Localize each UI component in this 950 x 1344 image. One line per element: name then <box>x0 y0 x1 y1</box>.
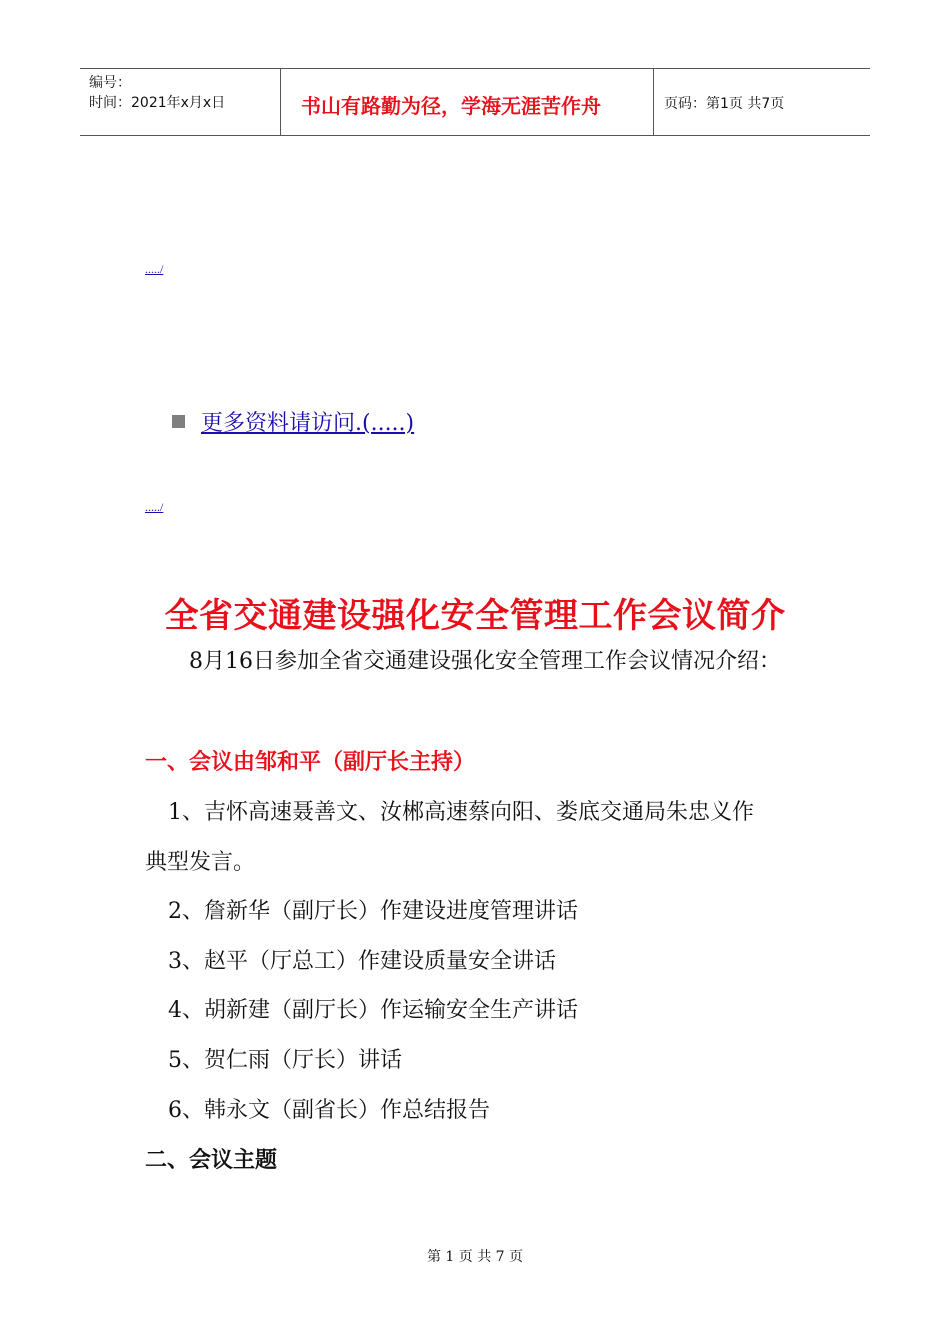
more-info-link[interactable]: 更多资料请访问.(.....) <box>201 411 415 436</box>
list-item: 6、韩永文（副省长）作总结报告 <box>168 1098 490 1123</box>
square-bullet-icon <box>172 415 185 428</box>
page-info: 页码：第1页 共7页 <box>664 96 785 112</box>
header-table <box>80 68 870 136</box>
list-item: 典型发言。 <box>145 850 256 875</box>
list-item: 3、赵平（厅总工）作建设质量安全讲话 <box>168 949 556 974</box>
header-page-cell <box>654 69 870 135</box>
page-footer: 第 1 页 共 7 页 <box>426 1249 524 1265</box>
motto-text: 书山有路勤为径，学海无涯苦作舟 <box>301 93 601 118</box>
top-link[interactable]: ...../ <box>145 262 164 276</box>
header-meta-cell <box>80 69 281 135</box>
number-label: 编号： <box>89 75 131 91</box>
document-title: 全省交通建设强化安全管理工作会议简介 <box>164 596 786 636</box>
time-label: 时间：2021年x月x日 <box>89 95 226 111</box>
section2-heading: 二、会议主题 <box>145 1147 278 1173</box>
list-item: 5、贺仁雨（厅长）讲话 <box>168 1048 402 1073</box>
more-info-line <box>172 406 414 437</box>
bottom-link[interactable]: ...../ <box>145 500 164 514</box>
header-motto-cell <box>281 69 654 135</box>
section1-heading: 一、会议由邹和平（副厅长主持） <box>145 749 476 775</box>
list-item: 1、吉怀高速聂善文、汝郴高速蔡向阳、娄底交通局朱忠义作 <box>168 800 754 825</box>
list-item: 2、詹新华（副厅长）作建设进度管理讲话 <box>168 899 578 924</box>
list-item: 4、胡新建（副厅长）作运输安全生产讲话 <box>168 998 578 1023</box>
intro-paragraph: 8月16日参加全省交通建设强化安全管理工作会议情况介绍： <box>189 649 781 674</box>
